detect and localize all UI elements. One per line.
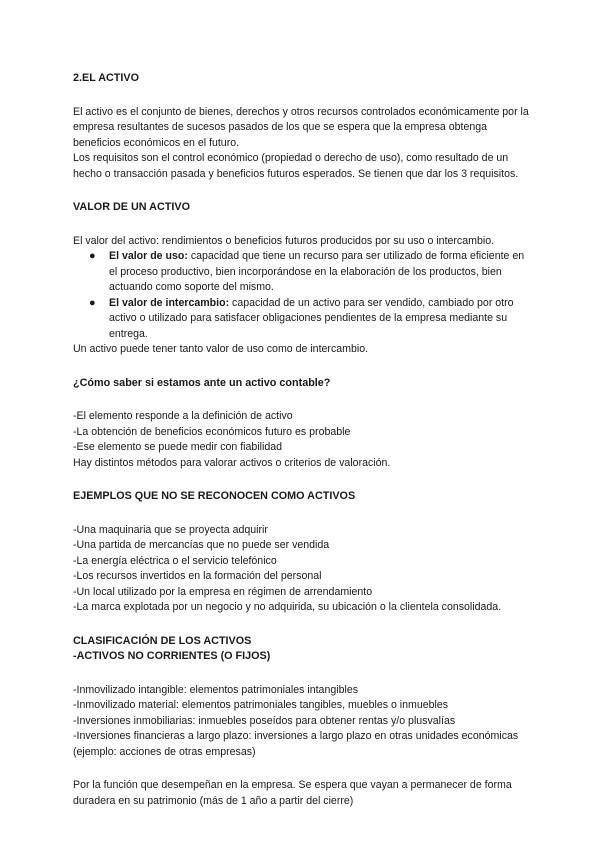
list-item: -Inmovilizado material: elementos patrimoniales tangibles, muebles o inmuebles <box>73 699 449 711</box>
paragraph-requisitos: Los requisitos son el control económico (propiedad o derecho de uso), como resultado de un hecho o transacción pasada y beneficios futuros esperados. Se tienen que dar los 3 requisitos. <box>73 152 519 180</box>
list-item: -Una partida de mercancías que no puede ser vendida <box>73 539 330 551</box>
list-item: -Una maquinaria que se proyecta adquirir <box>73 523 268 536</box>
valor-bullet-list <box>73 249 533 342</box>
list-item: -Inmovilizado intangible: elementos patrimoniales intangibles <box>73 683 359 696</box>
bullet-item-valor-intercambio <box>89 296 533 343</box>
list-item: -La marca explotada por un negocio y no adquirida, su ubicación o la clientela consolidada. <box>73 601 502 613</box>
section-title-el-activo: 2.EL ACTIVO <box>73 72 139 84</box>
paragraph-definicion: El activo es el conjunto de bienes, derechos y otros recursos controlados económicamente por la empresa resultantes de sucesos pasados de los que se espera que la empresa obtenga beneficios económicos en el futuro. <box>73 105 529 149</box>
bullet-text: capacidad que tiene un recurso para ser utilizado de forma eficiente en el proceso productivo, bien incorporándose en la elaboración de los productos, bien actuando como soporte del mismo. <box>109 250 525 293</box>
list-item: -Un local utilizado por la empresa en régimen de arrendamiento <box>73 585 373 598</box>
bullet-icon: ● <box>89 296 96 309</box>
list-item: Hay distintos métodos para valorar activos o criterios de valoración. <box>73 456 391 469</box>
list-item: -Inversiones inmobiliarias: inmuebles poseídos para obtener rentas y/o plusvalías <box>73 714 456 727</box>
list-item: -La energía eléctrica o el servicio telefónico <box>73 554 277 567</box>
list-item: -Ese elemento se puede medir con fiabilidad <box>73 441 283 453</box>
list-item: -El elemento responde a la definición de activo <box>73 410 293 422</box>
section-title-valor-activo: VALOR DE UN ACTIVO <box>73 201 190 213</box>
section-title-clasificacion: CLASIFICACIÓN DE LOS ACTIVOS <box>73 634 252 647</box>
paragraph-valor-outro: Un activo puede tener tanto valor de uso como de intercambio. <box>73 343 369 355</box>
bullet-term: El valor de intercambio: <box>109 296 230 309</box>
bullet-text: capacidad de un activo para ser vendido, cambiado por otro activo o utilizado para satisfacer obligaciones pendientes de la empresa mediante su entrega. <box>109 296 514 340</box>
section-title-ejemplos: EJEMPLOS QUE NO SE RECONOCEN COMO ACTIVOS <box>73 490 356 502</box>
list-item: -Inversiones financieras a largo plazo: inversiones a largo plazo en otras unidades económicas (ejemplo: acciones de otras empresas) <box>73 730 519 758</box>
document-content <box>73 71 533 809</box>
section-title-activo-contable: ¿Cómo saber si estamos ante un activo contable? <box>73 376 331 389</box>
bullet-icon: ● <box>89 250 96 262</box>
section-subtitle-no-corrientes: -ACTIVOS NO CORRIENTES (O FIJOS) <box>73 650 271 662</box>
paragraph-funcion: Por la función que desempeñan en la empresa. Se espera que vayan a permanecer de forma duradera en su patrimonio (más de 1 año a partir del cierre) <box>73 779 512 807</box>
paragraph-valor-intro: El valor del activo: rendimientos o beneficios futuros producidos por su uso o intercambio. <box>73 234 495 247</box>
bullet-item-valor-uso <box>89 249 533 296</box>
list-item: -Los recursos invertidos en la formación del personal <box>73 570 322 582</box>
bullet-term: El valor de uso: <box>109 250 188 262</box>
list-item: -La obtención de beneficios económicos futuro es probable <box>73 425 351 438</box>
